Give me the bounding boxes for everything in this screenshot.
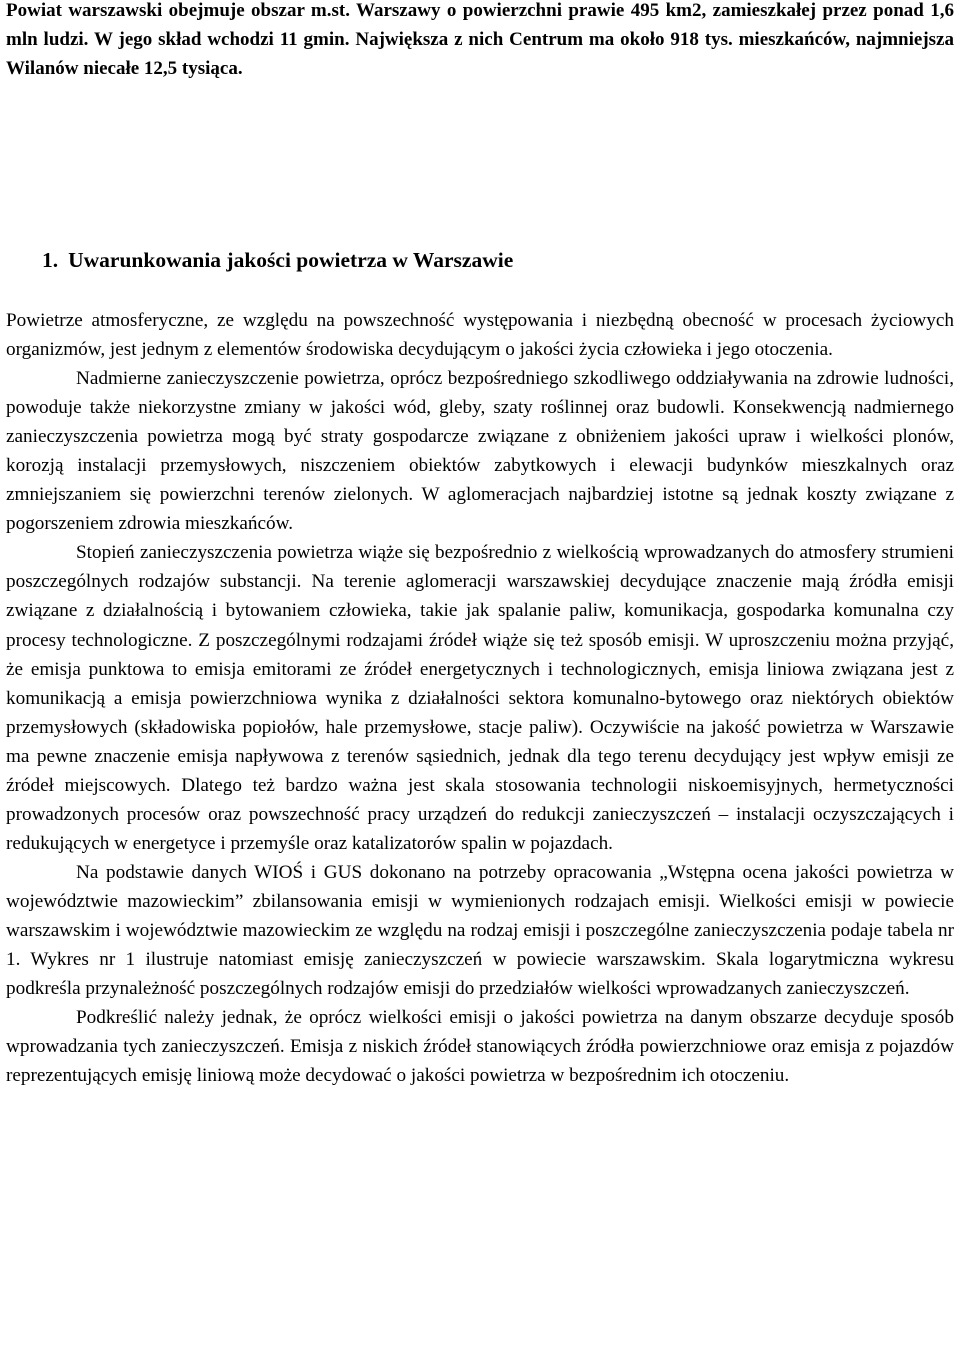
intro-paragraph: Powiat warszawski obejmuje obszar m.st. Warszawy o powierzchni prawie 495 km2, zamieszkałej przez ponad 1,6 mln ludzi. W jego skład wchodzi 11 gmin. Największa z nich Centrum ma około 918 tys. mieszkańców, najmniejsza Wilanów niecałe 12,5 tysiąca. [6, 0, 954, 79]
paragraph-1: Powietrze atmosferyczne, ze względu na powszechność występowania i niezbędną obecność w procesach życiowych organizmów, jest jednym z elementów środowiska decydującym o jakości życia człowieka i jego otoczenia. [6, 310, 954, 361]
section-title: Uwarunkowania jakości powietrza w Warszawie [68, 248, 514, 272]
paragraph-5: Podkreślić należy jednak, że oprócz wielkości emisji o jakości powietrza na danym obszarze decyduje sposób wprowadzania tych zanieczyszczeń. Emisja z niskich źródeł stanowiących źródła powierzchniowe oraz emisja z pojazdów reprezentujących emisję liniową może decydować o jakości powietrza w bezpośrednim ich otoczeniu. [6, 1007, 954, 1087]
paragraph-3: Stopień zanieczyszczenia powietrza wiąże się bezpośrednio z wielkością wprowadzanych do atmosfery strumieni poszczególnych rodzajów substancji. Na terenie aglomeracji warszawskiej decydujące znaczenie mają źródła emisji związane z działalnością i bytowaniem człowieka, takie jak spalanie paliw, komunikacja, gospodarka komunalna czy procesy technologiczne. Z poszczególnymi rodzajami źródeł wiąże się też sposób emisji. W uproszczeniu można przyjąć, że emisja punktowa to emisja emitorami ze źródeł energetycznych i technologicznych, emisja liniowa związana jest z komunikacją a emisja powierzchniowa wynika z działalności sektora komunalno-bytowego oraz niektórych obiektów przemysłowych (składowiska popiołów, hale przemysłowe, stacje paliw). Oczywiście na jakość powietrza w Warszawie ma pewne znaczenie emisja napływowa z terenów sąsiednich, jednak dla tego terenu decydujący jest wpływ emisji ze źródeł miejscowych. Dlatego też bardzo ważna jest skala stosowania technologii niskoemisyjnych, hermetyczności prowadzonych procesów oraz powszechność pracy urządzeń do redukcji zanieczyszczeń – instalacji oczyszczających i redukujących w energetyce i przemyśle oraz katalizatorów spalin w pojazdach. [6, 542, 954, 854]
section-number: 1. [42, 248, 59, 272]
section-body [6, 306, 954, 1090]
section-heading [42, 244, 942, 276]
paragraph-2: Nadmierne zanieczyszczenie powietrza, oprócz bezpośredniego szkodliwego oddziaływania na zdrowie ludności, powoduje także niekorzystne zmiany w jakości wód, gleby, szaty roślinnej oraz budowli. Konsekwencją nadmiernego zanieczyszczenia powietrza mogą być straty gospodarcze związane z obniżeniem jakości upraw i wielkości plonów, korozją instalacji przemysłowych, niszczeniem obiektów zabytkowych i elewacji budynków mieszkalnych oraz zmniejszaniem się powierzchni terenów zielonych. W aglomeracjach najbardziej istotne są jednak koszty związane z pogorszeniem zdrowia mieszkańców. [6, 368, 954, 535]
paragraph-4: Na podstawie danych WIOŚ i GUS dokonano na potrzeby opracowania „Wstępna ocena jakości powietrza w województwie mazowieckim” zbilansowania emisji w wymienionych rodzajach emisji. Wielkości emisji w powiecie warszawskim i województwie mazowieckim ze względu na rodzaj emisji i poszczególne zanieczyszczenia podaje tabela nr 1. Wykres nr 1 ilustruje natomiast emisję zanieczyszczeń w powiecie warszawskim. Skala logarytmiczna wykresu podkreśla przynależność poszczególnych rodzajów emisji do przedziałów wielkości wprowadzanych zanieczyszczeń. [6, 861, 954, 1000]
